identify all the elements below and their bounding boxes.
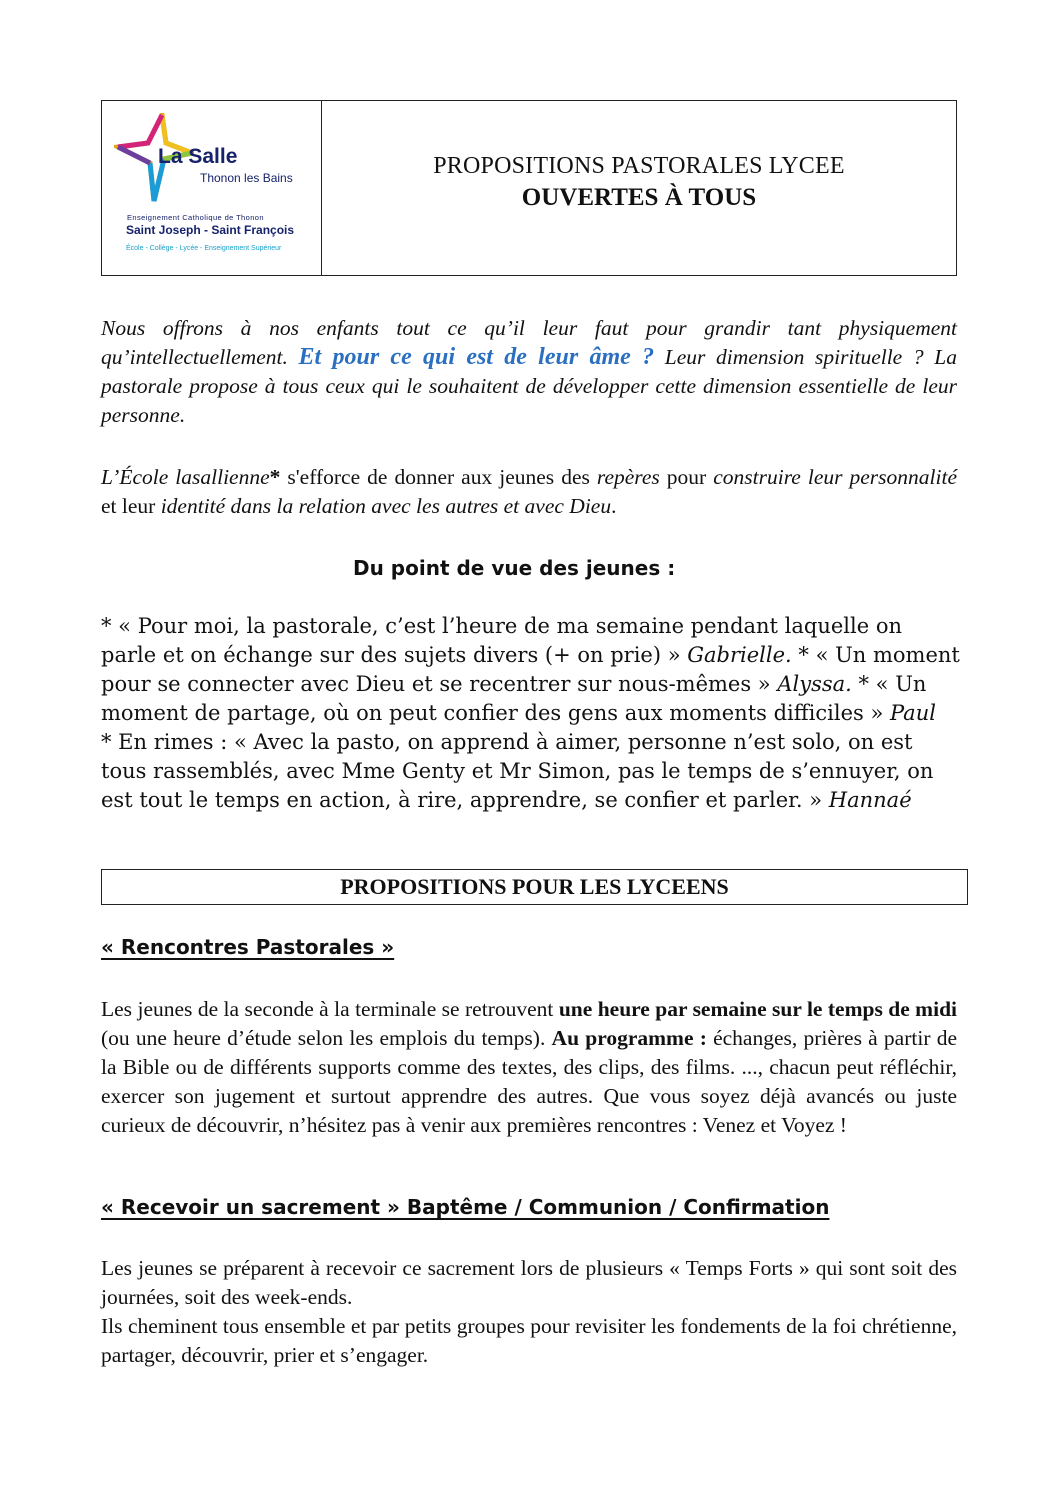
rencontres-text-3: échanges, prières à partir de la Bible ou de différents supports comme des textes, des clips, des films. ..., chacun peut réfléchir, exercer son jugement et surtout apprendre des autres. Que vous soyez déjà avancés ou juste curieux de découvrir, n’hésitez pas à venir aux premières rencontres : Venez et Voyez ! bbox=[101, 1026, 957, 1137]
logo-schools: Saint Joseph - Saint François bbox=[126, 223, 295, 237]
logo-levels: École - Collège - Lycée - Enseignement Supérieur bbox=[126, 245, 282, 252]
logo-city: Thonon les Bains bbox=[200, 171, 293, 185]
rencontres-text-1: Les jeunes de la seconde à la terminale se retrouvent bbox=[101, 997, 559, 1021]
intro2-et-leur: et leur bbox=[101, 494, 161, 518]
quote-4-author: Hannaé bbox=[828, 788, 912, 812]
lasallian-school: L’École lasallienne bbox=[101, 465, 270, 489]
logo-network: Enseignement Catholique de Thonon bbox=[127, 213, 264, 222]
quote-2: * « Un moment pour se connecter avec Dieu et se recentrer sur nous-mêmes » bbox=[101, 643, 960, 696]
rencontres-bold-2: Au programme : bbox=[551, 1026, 707, 1050]
header-title-cell bbox=[322, 101, 956, 275]
rencontres-text-2: (ou une heure d’étude selon les emplois du temps). bbox=[101, 1026, 552, 1050]
intro2-pour: pour bbox=[659, 465, 714, 489]
section-title: PROPOSITIONS POUR LES LYCEENS bbox=[340, 874, 729, 899]
youth-heading: Du point de vue des jeunes : bbox=[353, 556, 676, 580]
page-title: PROPOSITIONS PASTORALES LYCEE bbox=[433, 152, 845, 179]
intro-paragraph-1 bbox=[101, 314, 957, 430]
intro2-text: s'efforce de donner aux jeunes des bbox=[280, 465, 597, 489]
quote-4: * En rimes : « Avec la pasto, on apprend à aimer, personne n’est solo, on est tous rassemblés, avec Mme Genty et Mr Simon, pas le temps de s’ennuyer, on est tout le temps en action, à rire, apprendre, se confier et parler. » bbox=[101, 730, 934, 812]
intro2-construire: construire leur personnalité bbox=[713, 465, 958, 489]
quote-3: * « Un moment de partage, où on peut confier des gens aux moments difficiles » bbox=[101, 672, 927, 725]
school-logo bbox=[102, 101, 322, 275]
intro-highlight: Et pour ce qui est de leur âme ? bbox=[298, 344, 655, 370]
quote-2-author: Alyssa. bbox=[777, 672, 852, 696]
intro2-period: . bbox=[611, 494, 617, 518]
intro-text-b: Leur dimension spirituelle ? La pastorale propose à tous ceux qui le souhaitent de développer cette dimension essentielle de leur personne. bbox=[101, 345, 957, 427]
youth-quotes bbox=[101, 612, 961, 815]
quote-1: * « Pour moi, la pastorale, c’est l’heure de ma semaine pendant laquelle on parle et on échange sur des sujets divers (+ on prie) » bbox=[101, 614, 903, 667]
intro-paragraph-2 bbox=[101, 463, 957, 521]
sacrement-paragraph-2: Ils cheminent tous ensemble et par petits groupes pour revisiter les fondements de la foi chrétienne, partager, découvrir, prier et s’engager. bbox=[101, 1314, 957, 1367]
page-subtitle: OUVERTES À TOUS bbox=[521, 183, 757, 211]
quote-3-author: Paul bbox=[889, 701, 936, 725]
intro-text-a: Nous offrons à nos enfants tout ce qu’il leur faut pour grandir tant physiquement qu’intellectuellement. bbox=[101, 316, 957, 369]
intro2-identite: identité dans la relation avec les autres et avec Dieu bbox=[160, 494, 612, 518]
quote-1-author: Gabrielle. bbox=[687, 643, 792, 667]
rencontres-paragraph bbox=[101, 995, 957, 1140]
logo-name: La Salle bbox=[158, 145, 238, 168]
rencontres-bold-1: une heure par semaine sur le temps de midi bbox=[558, 997, 957, 1021]
intro2-reperes: repères bbox=[596, 465, 660, 489]
rencontres-heading: « Rencontres Pastorales » bbox=[101, 935, 395, 959]
sacrement-heading: « Recevoir un sacrement » Baptême / Communion / Confirmation bbox=[101, 1195, 830, 1219]
sacrement-paragraph-1: Les jeunes se préparent à recevoir ce sacrement lors de plusieurs « Temps Forts » qui sont soit des journées, soit des week-ends. bbox=[101, 1256, 957, 1309]
footnote-star: * bbox=[269, 465, 281, 489]
header-table bbox=[101, 100, 957, 276]
section-title-box bbox=[101, 869, 968, 905]
